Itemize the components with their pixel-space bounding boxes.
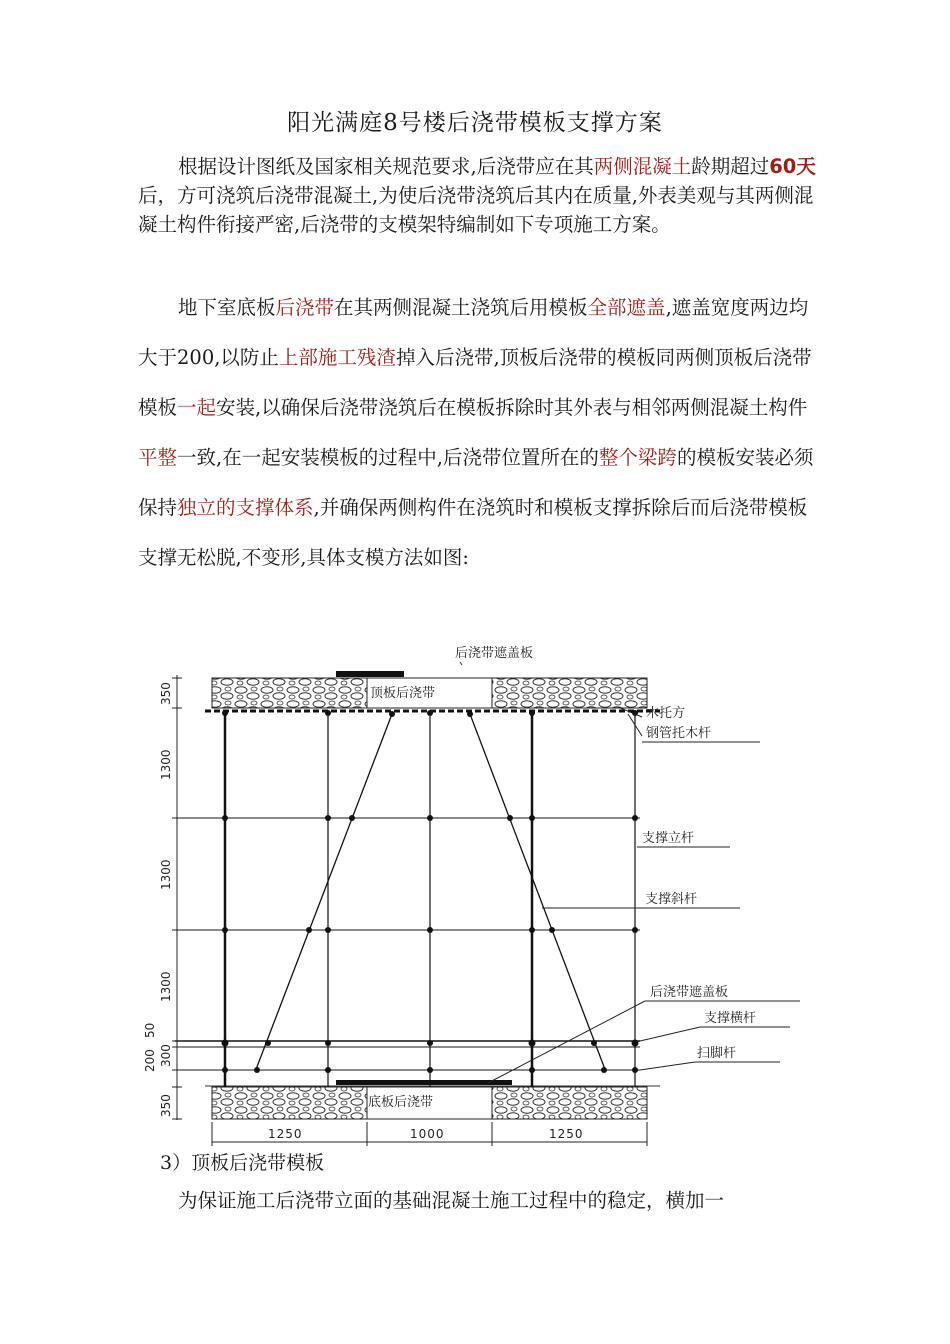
dim-label: 1300 (159, 971, 173, 1002)
top-slab-label: 顶板后浇带 (370, 686, 436, 701)
vertical-poles (225, 711, 635, 1087)
highlight: 一起 (177, 396, 217, 419)
highlight: 两侧混凝土 (593, 155, 692, 178)
paragraph-intro: 根据设计图纸及国家相关规范要求,后浇带应在其两侧混凝土龄期超过60天后，方可浇筑后浇带混凝土,为使后浇带浇筑后其内在质量,外表美观与其两侧混凝土构件衔接严密,后浇带的支模架特编制如下专项施工方案。 (138, 155, 816, 236)
dim-label: 200 (143, 1049, 157, 1072)
top-slab (205, 671, 660, 711)
formwork-support-diagram (0, 630, 950, 1150)
highlight: 整个梁跨 (598, 446, 677, 469)
bottom-slab (205, 1080, 660, 1119)
callout-label: 钢管托木杆 (646, 726, 712, 741)
paragraph-top-slab: 为保证施工后浇带立面的基础混凝土施工过程中的稳定，横加一 (178, 1189, 725, 1212)
dim-label: 1300 (159, 859, 173, 890)
callout-label: 支撑立杆 (642, 831, 695, 846)
callouts (488, 707, 800, 1083)
dim-label: 300 (159, 1044, 173, 1067)
highlight: 全部遮盖 (587, 296, 666, 319)
paragraph-method: 地下室底板后浇带在其两侧混凝土浇筑后用模板全部遮盖,遮盖宽度两边均大于200,以防止上部施工残渣掉入后浇带,顶板后浇带的模板同两侧顶板后浇带模板一起安装,以确保后浇带浇筑后在模板拆除时其外表与相邻两侧混凝土构件平整一致,在一起安装模板的过程中,后浇带位置所在的整个梁跨的模板安装必须保持独立的支撑体系,并确保两侧构件在浇筑时和模板支撑拆除后而后浇带模板支撑无松脱,不变形,具体支模方法如图: (138, 296, 814, 569)
vertical-dimensions (143, 675, 182, 1120)
callout-label: 支撑横杆 (704, 1011, 757, 1026)
callout-label: 支撑斜杆 (645, 892, 698, 907)
highlight: 独立的支撑体系 (177, 496, 314, 519)
dim-label: 350 (159, 1094, 173, 1117)
horizontal-ledgers (175, 818, 640, 1070)
highlight: 平整 (138, 446, 178, 469)
dim-label: 1300 (159, 749, 173, 780)
dim-label: 1000 (410, 1127, 445, 1141)
callout-label: 木托方 (646, 706, 686, 721)
dim-label: 50 (143, 1022, 157, 1038)
dim-label: 1250 (268, 1127, 303, 1141)
dim-label: 350 (159, 682, 173, 705)
bottom-slab-label: 底板后浇带 (368, 1095, 434, 1110)
highlight: 后浇带 (275, 296, 335, 319)
horizontal-dimensions (212, 1122, 647, 1146)
callout-label: 扫脚杆 (697, 1046, 737, 1061)
highlight: 上部施工残渣 (278, 346, 396, 369)
page-title: 阳光满庭8号楼后浇带模板支撑方案 (287, 110, 663, 136)
top-cover-label: 后浇带遮盖板 (455, 646, 534, 661)
dim-label: 1250 (549, 1127, 584, 1141)
section-heading: 3）顶板后浇带模板 (160, 1152, 325, 1174)
highlight: 60天 (769, 155, 816, 178)
callout-label: 后浇带遮盖板 (650, 985, 729, 1000)
